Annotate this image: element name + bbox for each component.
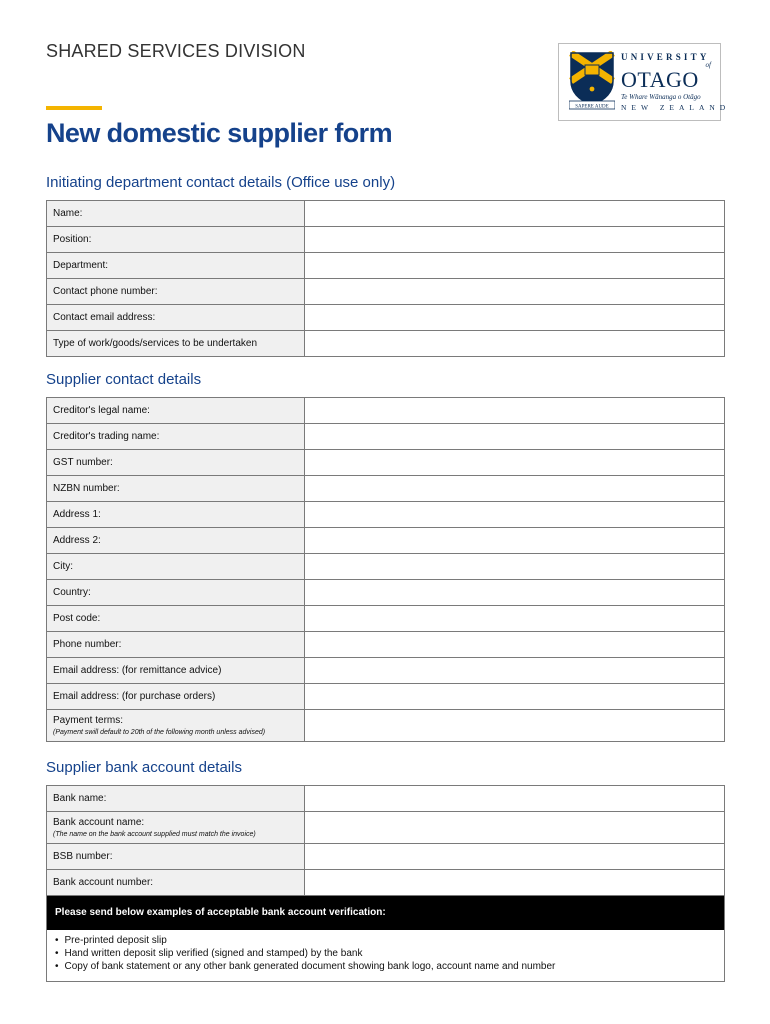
- division-label: SHARED SERVICES DIVISION: [46, 41, 306, 61]
- form-row: [47, 227, 725, 253]
- field-input-cell[interactable]: [305, 606, 725, 632]
- logo-university: UNIVERSITY: [621, 52, 710, 62]
- form-row: [47, 528, 725, 554]
- form-row: [47, 812, 725, 844]
- form-row: [47, 502, 725, 528]
- university-logo: [558, 43, 731, 121]
- field-label-cell: [47, 305, 305, 331]
- field-note: (The name on the bank account supplied must match the invoice): [53, 831, 256, 838]
- field-input-cell[interactable]: [305, 870, 725, 896]
- field-label-cell: [47, 227, 305, 253]
- field-label-cell: [47, 684, 305, 710]
- field-input-cell[interactable]: [305, 658, 725, 684]
- form-row: [47, 305, 725, 331]
- form-row: [47, 554, 725, 580]
- form-row: [47, 580, 725, 606]
- field-note: (Payment swill default to 20th of the following month unless advised): [53, 729, 266, 736]
- field-label-cell: [47, 580, 305, 606]
- field-label: Phone number:: [53, 639, 122, 650]
- field-input-cell[interactable]: [305, 554, 725, 580]
- field-label-cell: [47, 606, 305, 632]
- field-label: Contact phone number:: [53, 286, 158, 297]
- form-row: [47, 658, 725, 684]
- field-input-cell[interactable]: [305, 253, 725, 279]
- field-label-cell: [47, 279, 305, 305]
- field-label: Payment terms:: [53, 715, 124, 726]
- field-input-cell[interactable]: [305, 502, 725, 528]
- field-label-cell: [47, 398, 305, 424]
- field-input-cell[interactable]: [305, 844, 725, 870]
- field-input-cell[interactable]: [305, 201, 725, 227]
- field-label: Email address: (for remittance advice): [53, 665, 222, 676]
- form-row: [47, 450, 725, 476]
- notice-item: • Hand written deposit slip verified (signed and stamped) by the bank: [55, 947, 724, 960]
- field-label: Country:: [53, 587, 91, 598]
- form-row: [47, 253, 725, 279]
- notice-item: • Copy of bank statement or any other bank generated document showing bank logo, account name and number: [55, 960, 724, 973]
- form-row: [47, 424, 725, 450]
- field-label-cell: [47, 710, 305, 742]
- field-label-cell: [47, 786, 305, 812]
- field-input-cell[interactable]: [305, 279, 725, 305]
- field-label-cell: [47, 253, 305, 279]
- field-label-cell: [47, 528, 305, 554]
- field-label: Bank account number:: [53, 877, 154, 888]
- logo-otago: OTAGO: [621, 67, 699, 92]
- field-label-cell: [47, 870, 305, 896]
- supplier-section-heading: Supplier contact details: [46, 371, 202, 388]
- field-label-cell: [47, 476, 305, 502]
- field-label: Bank account name:: [53, 817, 145, 828]
- field-label: Bank name:: [53, 793, 107, 804]
- field-input-cell[interactable]: [305, 528, 725, 554]
- field-input-cell[interactable]: [305, 812, 725, 844]
- field-input-cell[interactable]: [305, 632, 725, 658]
- field-input-cell[interactable]: [305, 786, 725, 812]
- logo-of: of: [705, 61, 711, 69]
- notice-list: [47, 934, 724, 973]
- initiating-table: [46, 200, 725, 357]
- form-row: [47, 710, 725, 742]
- supplier-table: [46, 397, 725, 742]
- form-row: [47, 279, 725, 305]
- field-label-cell: [47, 502, 305, 528]
- field-label: City:: [53, 561, 73, 572]
- form-row: [47, 786, 725, 812]
- form-row: [47, 476, 725, 502]
- field-label: Name:: [53, 208, 83, 219]
- field-input-cell[interactable]: [305, 684, 725, 710]
- field-label-cell: [47, 331, 305, 357]
- field-label: Type of work/goods/services to be undertaken: [53, 338, 258, 349]
- form-row: [47, 331, 725, 357]
- field-label-cell: [47, 424, 305, 450]
- field-label-cell: [47, 844, 305, 870]
- crest-motto: SAPERE AUDE: [575, 104, 609, 110]
- verification-notice: [46, 895, 725, 982]
- field-label: Position:: [53, 234, 92, 245]
- field-input-cell[interactable]: [305, 331, 725, 357]
- field-label: Contact email address:: [53, 312, 156, 323]
- crest-icon: [569, 51, 615, 111]
- field-label-cell: [47, 450, 305, 476]
- initiating-section-heading: Initiating department contact details (Office use only): [46, 174, 396, 191]
- page-title: New domestic supplier form: [46, 118, 392, 148]
- field-label: GST number:: [53, 457, 113, 468]
- field-label-cell: [47, 812, 305, 844]
- field-label: Post code:: [53, 613, 101, 624]
- field-label: Department:: [53, 260, 109, 271]
- field-label-cell: [47, 201, 305, 227]
- notice-item: • Pre-printed deposit slip: [55, 934, 724, 947]
- bank-table: [46, 785, 725, 896]
- form-row: [47, 844, 725, 870]
- field-label: Email address: (for purchase orders): [53, 691, 216, 702]
- field-input-cell[interactable]: [305, 476, 725, 502]
- field-label: BSB number:: [53, 851, 113, 862]
- form-row: [47, 398, 725, 424]
- field-label: Creditor's legal name:: [53, 405, 150, 416]
- form-row: [47, 870, 725, 896]
- form-row: [47, 684, 725, 710]
- field-input-cell[interactable]: [305, 305, 725, 331]
- logo-new-zealand: NEW ZEALAND: [621, 103, 731, 112]
- notice-heading: Please send below examples of acceptable bank account verification:: [47, 896, 724, 930]
- field-label: Address 1:: [53, 509, 101, 520]
- field-label-cell: [47, 658, 305, 684]
- field-input-cell[interactable]: [305, 227, 725, 253]
- form-row: [47, 606, 725, 632]
- field-input-cell[interactable]: [305, 398, 725, 424]
- field-input-cell[interactable]: [305, 450, 725, 476]
- bank-section-heading: Supplier bank account details: [46, 759, 242, 776]
- field-label-cell: [47, 554, 305, 580]
- field-label: Creditor's trading name:: [53, 431, 160, 442]
- field-input-cell[interactable]: [305, 580, 725, 606]
- field-label: NZBN number:: [53, 483, 120, 494]
- logo-maori-name: Te Whare Wānanga o Otāgo: [621, 93, 701, 101]
- field-input-cell[interactable]: [305, 710, 725, 742]
- form-row: [47, 201, 725, 227]
- field-label-cell: [47, 632, 305, 658]
- field-input-cell[interactable]: [305, 424, 725, 450]
- title-accent-bar: [46, 106, 102, 110]
- field-label: Address 2:: [53, 535, 101, 546]
- form-row: [47, 632, 725, 658]
